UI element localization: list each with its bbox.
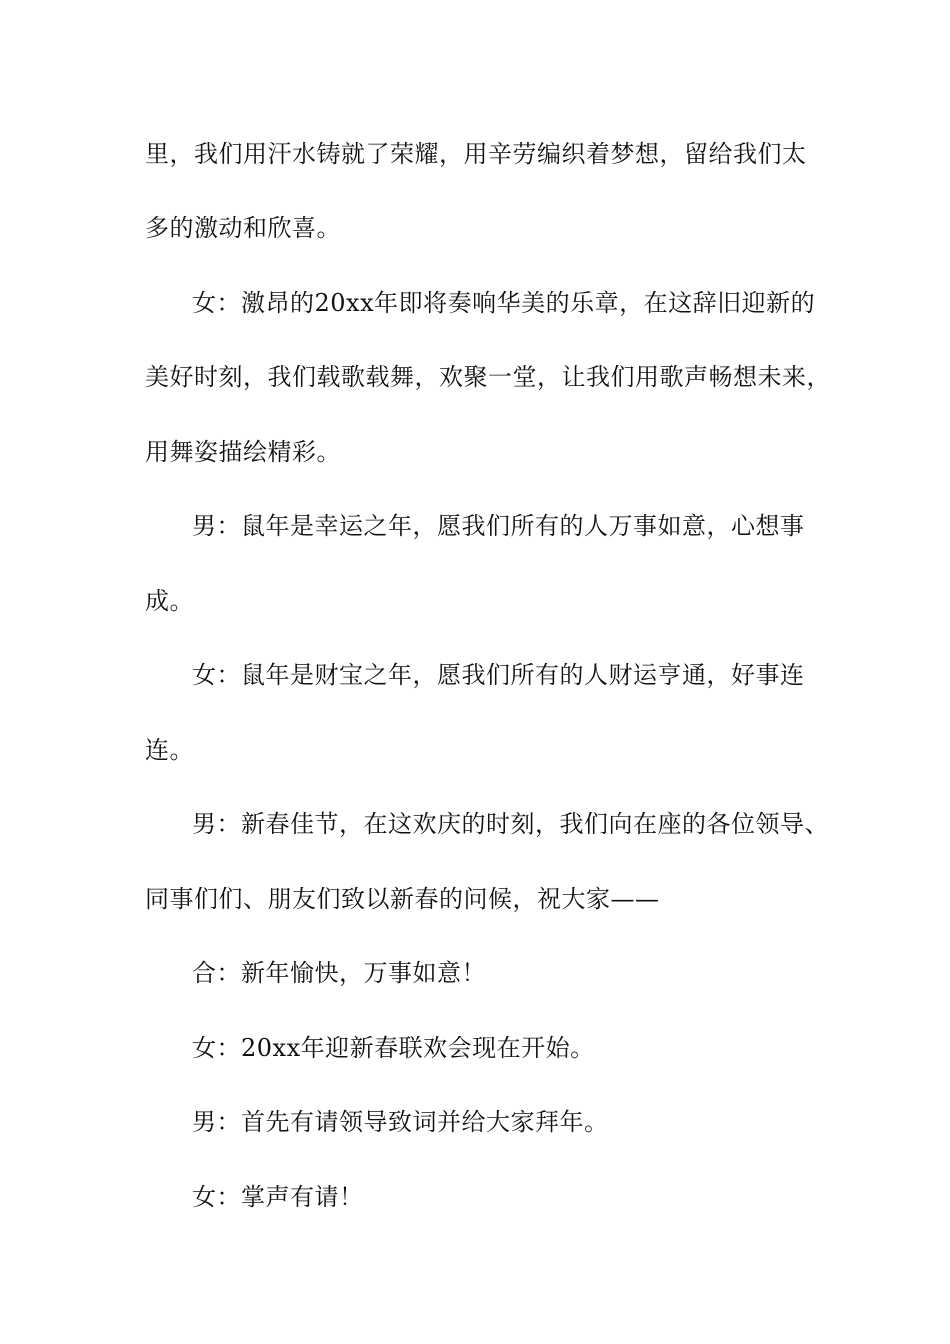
text-line: 男：首先有请领导致词并给大家拜年。 [192, 1108, 609, 1136]
text-line: 连。 [145, 736, 194, 764]
text-line: 男：新春佳节，在这欢庆的时刻，我们向在座的各位领导、 [192, 810, 829, 838]
text-line: 女：掌声有请！ [192, 1183, 364, 1211]
text-line: 成。 [145, 587, 194, 615]
text-line: 合：新年愉快，万事如意！ [192, 959, 486, 987]
text-line: 多的激动和欣喜。 [145, 214, 341, 242]
text-line: 用舞姿描绘精彩。 [145, 438, 341, 466]
text-line: 女：激昂的20xx年即将奏响华美的乐章，在这辞旧迎新的 [192, 289, 816, 317]
text-line: 女：20xx年迎新春联欢会现在开始。 [192, 1034, 595, 1062]
text-line: 女：鼠年是财宝之年，愿我们所有的人财运亨通，好事连 [192, 661, 805, 689]
text-line: 美好时刻，我们载歌载舞，欢聚一堂，让我们用歌声畅想未来， [145, 363, 831, 391]
text-line: 同事们们、朋友们致以新春的问候，祝大家—— [145, 885, 660, 913]
text-line: 里，我们用汗水铸就了荣耀，用辛劳编织着梦想，留给我们太 [145, 140, 807, 168]
text-line: 男：鼠年是幸运之年，愿我们所有的人万事如意，心想事 [192, 512, 805, 540]
